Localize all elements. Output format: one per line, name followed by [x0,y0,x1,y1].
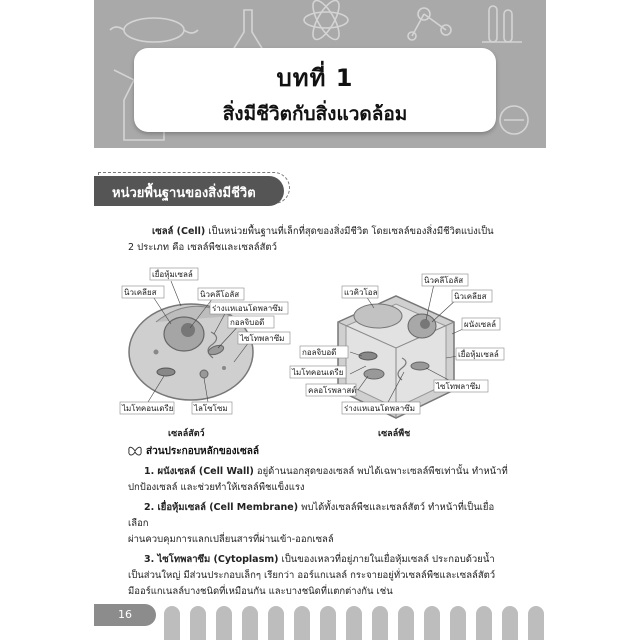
footer-tab [216,606,232,640]
footer-tab [164,606,180,640]
label-nucleus: นิวเคลียส [124,288,157,297]
parts-heading-text: ส่วนประกอบหลักของเซลล์ [146,446,260,457]
footer-tab [346,606,362,640]
plant-vacuole [354,304,402,328]
part-2-line2: ผ่านควบคุมการแลกเปลี่ยนสารที่ผ่านเข้า-ออกเซลล์ [128,534,334,545]
label-chloroplast: คลอโรพลาสต์ [308,386,357,395]
footer-tab [528,606,544,640]
label-plant-golgi: กอลจิบอดี [302,348,337,357]
label-plant-nucleus: นิวเคลียส [454,292,487,301]
footer-tab [320,606,336,640]
chapter-title: สิ่งมีชีวิตกับสิ่งแวดล้อม [222,103,408,125]
part-2-term: 2. เยื่อหุ้มเซลล์ (Cell Membrane) [144,502,299,513]
label-plant-mitochondria: ไมโทคอนเดรีย [292,368,344,377]
part-3-text: เป็นของเหลวที่อยู่ภายในเยื่อหุ้มเซลล์ ประกอบด้วยน้ำ [278,554,495,565]
footer-tab [190,606,206,640]
textbook-page [94,0,546,640]
chapter-title-card [134,48,496,132]
label-vacuole: แวคิวโอล [344,288,378,297]
animal-mitochondrion [157,368,175,376]
part-item-1 [128,464,514,480]
animal-cell-diagram [120,268,290,439]
footer-tab [294,606,310,640]
cell-diagrams [116,262,516,442]
label-cell-membrane: เยื่อหุ้มเซลล์ [152,270,193,279]
part-item-2 [128,500,514,532]
footer-tab [242,606,258,640]
butterfly-icon [128,445,142,457]
part-3-term: 3. ไซโทพลาซึม (Cytoplasm) [144,554,279,565]
footer-tab [502,606,518,640]
label-cell-wall: ผนังเซลล์ [464,320,497,329]
animal-cell-caption: เซลล์สัตว์ [168,429,205,439]
part-1-line2: ปกป้องเซลล์ และช่วยทำให้เซลล์พืชแข็งแรง [128,482,305,493]
footer-tab [398,606,414,640]
plant-cell-diagram [290,274,504,439]
label-plant-membrane: เยื่อหุ้มเซลล์ [458,350,499,359]
part-1-text: อยู่ด้านนอกสุดของเซลล์ พบได้เฉพาะเซลล์พืชเท่านั้น ทำหน้าที่ [253,466,508,477]
page-number: 16 [94,604,156,626]
footer-tab [268,606,284,640]
footer-tab [450,606,466,640]
chapter-banner [94,0,546,148]
label-plant-nucleolus: นิวคลีโอลัส [424,276,464,285]
parts-list [128,464,514,600]
label-er: ร่างแหเอนโดพลาซึม [212,304,283,313]
label-plant-er: ร่างแหเอนโดพลาซึม [344,404,415,413]
chapter-number: บทที่ 1 [276,64,354,92]
part-1-term: 1. ผนังเซลล์ (Cell Wall) [144,466,254,477]
plant-nucleolus [420,319,430,329]
part-3-line3: มีออร์แกเนลล์บางชนิดที่เหมือนกัน และบางชนิดที่แตกต่างกัน เช่น [128,586,393,597]
section-title: หน่วยพื้นฐานของสิ่งมีชีวิต [112,186,256,201]
footer-tab [476,606,492,640]
label-cytoplasm: ไซโทพลาซึม [240,334,285,343]
label-plant-cytoplasm: ไซโทพลาซึม [436,382,481,391]
intro-line1: เป็นหน่วยพื้นฐานที่เล็กที่สุดของสิ่งมีชีวิต โดยเซลล์ของสิ่งมีชีวิตแบ่งเป็น [205,226,494,237]
section-heading [94,176,284,206]
animal-nucleolus [181,323,195,337]
label-golgi: กอลจิบอดี [230,318,265,327]
intro-line2: 2 ประเภท คือ เซลล์พืชและเซลล์สัตว์ [128,242,277,253]
part-2-text: พบได้ทั้งเซลล์พืชและเซลล์สัตว์ ทำหน้าที่เป็นเยื่อเลือก [128,502,495,529]
label-nucleolus: นิวคลีโอลัส [200,290,240,299]
footer-tab [372,606,388,640]
intro-paragraph [128,224,514,256]
label-mitochondria: ไมโทคอนเดรีย [122,404,174,413]
plant-cell-caption: เซลล์พืช [378,429,411,439]
footer-tab [424,606,440,640]
label-lysosome: ไลโซโซม [194,404,228,413]
part-item-3 [128,552,514,568]
parts-heading [128,444,259,459]
part-3-line2: เป็นส่วนใหญ่ มีส่วนประกอบเล็กๆ เรียกว่า ออร์แกเนลล์ กระจายอยู่ทั่วเซลล์พืชและเซลล์สัตว์ [128,570,496,581]
intro-term: เซลล์ (Cell) [152,226,206,237]
